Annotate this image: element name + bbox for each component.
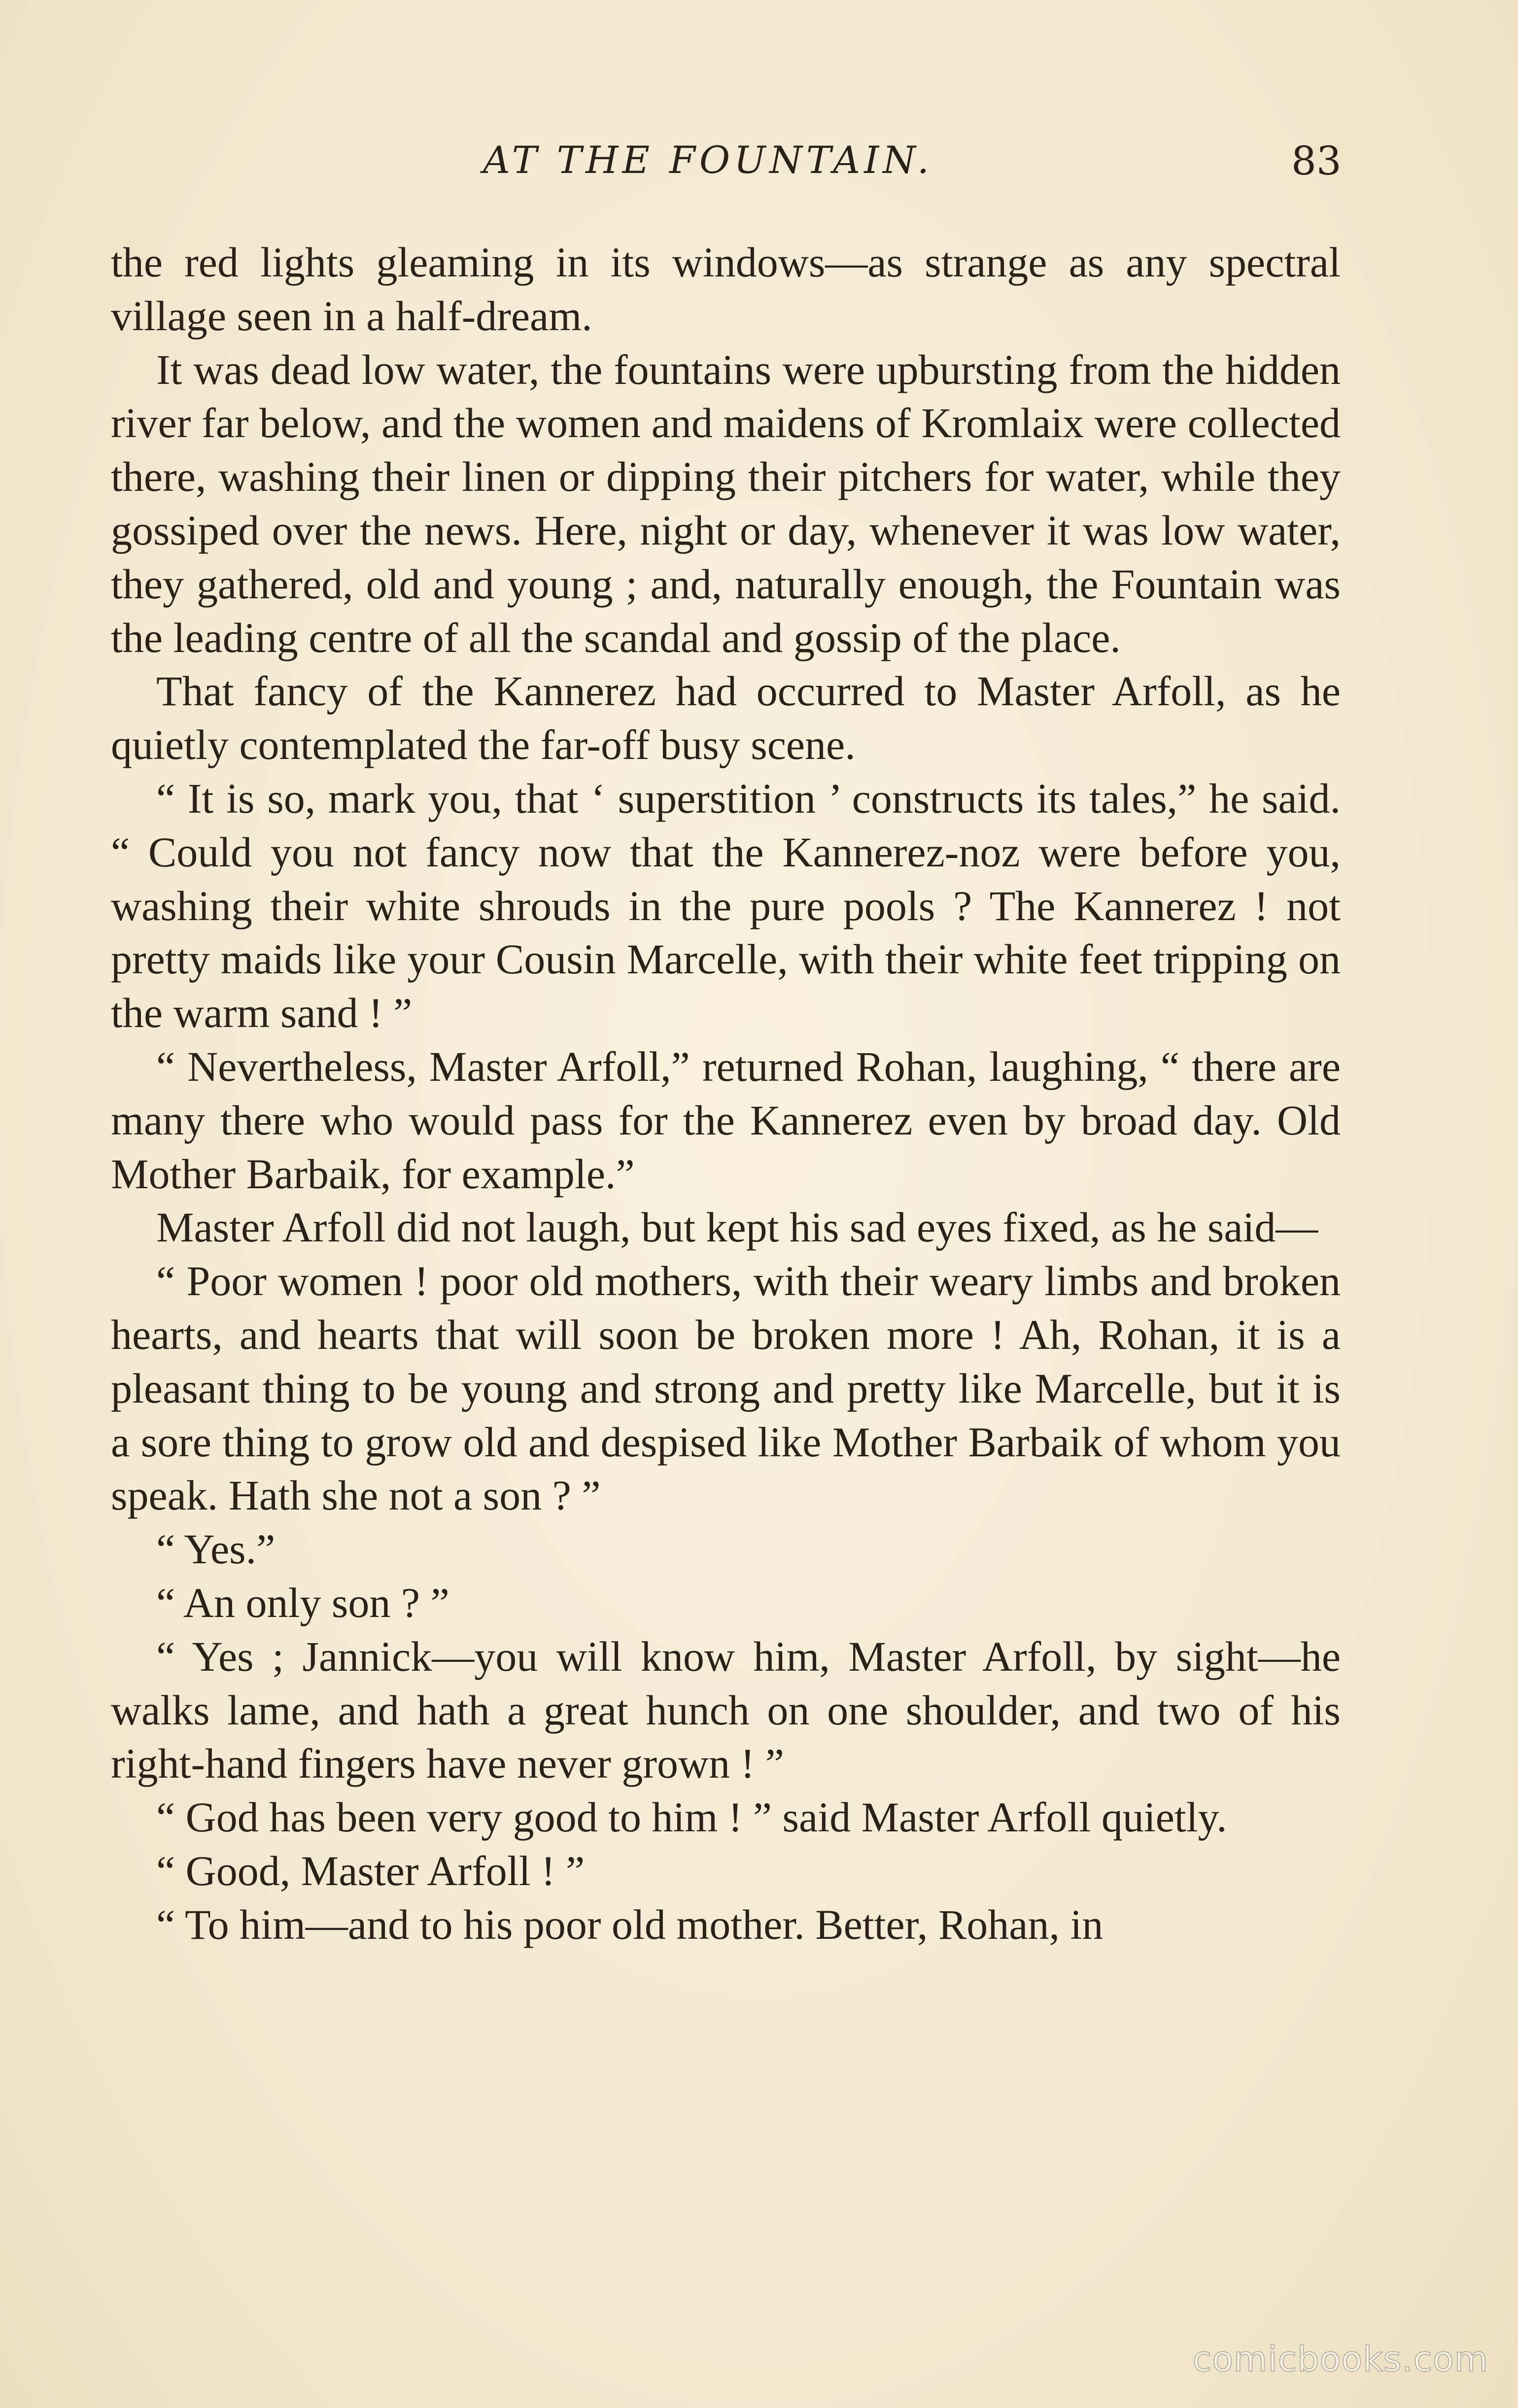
paragraph-arfoll-sad: Master Arfoll did not laugh, but kept his sad eyes fixed, as he said— — [156, 1204, 1318, 1251]
paragraph-only-son: “ An only son ? ” — [156, 1579, 449, 1626]
paragraph-superstition-speech: “ It is so, mark you, that ‘ superstition ’ constructs its tales,” he said. “ Could you not fancy now that the Kannerez-noz were before you, washing their white shrouds in the pure pools ? The Kannerez ! not pretty maids like your Cousin Marcelle, with their white feet tripping on the warm sand ! ” — [111, 774, 1341, 1037]
paragraph-god-good: “ God has been very good to him ! ” said Master Arfoll quietly. — [156, 1793, 1227, 1841]
body-text — [111, 236, 1341, 1952]
paragraph-yes: “ Yes.” — [156, 1525, 276, 1573]
paragraph-rohan-reply: “ Nevertheless, Master Arfoll,” returned Rohan, laughing, “ there are many there who would pass for the Kannerez even by broad day. Old Mother Barbaik, for example.” — [111, 1042, 1341, 1198]
paragraph-continuation: the red lights gleaming in its windows—as strange as any spectral village seen in a half-dream. — [111, 239, 1341, 340]
running-head — [0, 138, 1518, 197]
page-number: 83 — [1291, 138, 1342, 184]
watermark: comicbooks.com — [1192, 2339, 1488, 2379]
paragraph-poor-women: “ Poor women ! poor old mothers, with their weary limbs and broken hearts, and hearts that will soon be broken more ! Ah, Rohan, it is a pleasant thing to be young and strong and pretty like Marcelle, but it is a sore thing to grow old and despised like Mother Barbaik of whom you speak. Hath she not a son ? ” — [111, 1257, 1341, 1519]
paragraph-to-him: “ To him—and to his poor old mother. Better, Rohan, in — [156, 1900, 1104, 1948]
paragraph-good-master: “ Good, Master Arfoll ! ” — [156, 1847, 585, 1894]
paragraph-low-water: It was dead low water, the fountains were upbursting from the hidden river far below, and the women and maidens of Kromlaix were collected there, washing their linen or dipping their pitchers for water, while they gossiped over the news. Here, night or day, whenever it was low water, they gathered, old and young ; and, naturally enough, the Fountain was the leading centre of all the scandal and gossip of the place. — [111, 345, 1341, 661]
paragraph-kannerez-fancy: That fancy of the Kannerez had occurred to Master Arfoll, as he quietly contemplated the far-off busy scene. — [111, 667, 1341, 769]
running-title: AT THE FOUNTAIN. — [483, 138, 933, 182]
paragraph-jannick: “ Yes ; Jannick—you will know him, Master Arfoll, by sight—he walks lame, and hath a great hunch on one shoulder, and two of his right-hand fingers have never grown ! ” — [111, 1632, 1341, 1788]
